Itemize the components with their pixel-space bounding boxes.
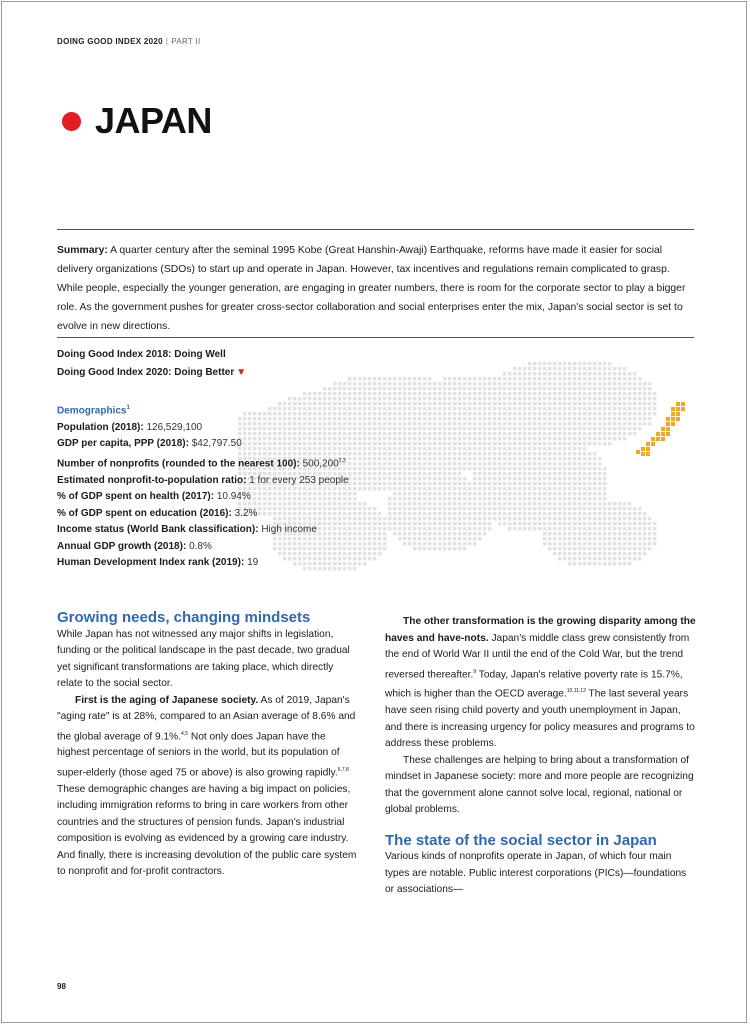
section-heading-state-of-sector: The state of the social sector in Japan: [385, 831, 657, 849]
right-paragraph-1: The other transformation is the growing disparity among the haves and have-nots. Japan's middle class grew consistently from the end of World War II until the end of the Cold War, but the trend reversed thereafter.$^9$ Today, Japan's relative poverty rate is 15.7%, which is higher than the OECD average.$^{10,11,12}$ The last several years have seen rising child poverty and youth unemployment in Japan, and there is increasing urgency for policy measures and programs to address these problems.: [385, 616, 696, 750]
header-separator: |: [165, 37, 169, 46]
country-title-row: [62, 100, 212, 142]
japan-flag-dot-icon: [62, 112, 81, 131]
demographic-row: % of GDP spent on health (2017): 10.94%: [57, 491, 251, 503]
demographics-heading: Demographics$^1$: [57, 405, 130, 417]
demographics-block: [57, 400, 349, 572]
demographic-row: Annual GDP growth (2018): 0.8%: [57, 540, 212, 552]
summary-text: A quarter century after the seminal 1995 Kobe (Great Hanshin-Awaji) Earthquake, reforms have made it easier for social delivery organizations (SDOs) to start up and operate in Japan. However, tax incentives and regulations remain complicated to grasp. While people, especially the younger generation, are engaging in greater numbers, there is room for the corporate sector to play a bigger role. As the government pushes for greater cross-sector collaboration and social enterprises enter the mix, Japan's social sector is set to evolve in new directions.: [57, 245, 686, 332]
dgi-2018: Doing Good Index 2018: Doing Well: [57, 349, 226, 360]
section-heading-growing-needs: Growing needs, changing mindsets: [57, 609, 311, 626]
right-column: [385, 614, 696, 899]
left-paragraph-1: While Japan has not witnessed any major shifts in legislation, funding or the political landscape in the past decade, two gradual yet significant transformations are taking place, which directly relate to the social sector.: [57, 628, 350, 689]
running-header: [57, 37, 201, 46]
demographic-row: Income status (World Bank classification): High income: [57, 524, 317, 536]
dgi-2020-row: [57, 364, 246, 382]
summary-top-rule: [57, 229, 694, 230]
page-number: 98: [57, 982, 66, 991]
demographic-row: Estimated nonprofit-to-population ratio: 1 for every 253 people: [57, 474, 349, 486]
left-column: [57, 610, 357, 881]
summary-bottom-rule: [57, 337, 694, 338]
header-part: PART II: [171, 37, 201, 46]
demographic-row: % of GDP spent on education (2016): 3.2%: [57, 507, 258, 519]
demographic-row: Human Development Index rank (2019): 19: [57, 557, 259, 569]
summary-label: Summary:: [57, 245, 108, 256]
doing-good-index-ratings: [57, 346, 246, 382]
demographic-row: GDP per capita, PPP (2018): $42,797.50: [57, 438, 242, 450]
left-paragraph-2: First is the aging of Japanese society. As of 2019, Japan's "aging rate" is at 28%, compared to an Asian average of 8.6% and the global average of 9.1%.$^{4,5}$ Not only does Japan have the highest percentage of seniors in the world, but its population of super-elderly (those aged 75 or above) is also growing rapidly.$^{6,7,8}$ These demographic changes are having a big impact on policies, including immigration reforms to bring in care workers from other countries and the structures of pension funds. Japan's industrial composition is evolving as evidenced by a growing care industry. And finally, there is increasing devolution of the public care system to nonprofit and for-profit contractors.: [57, 694, 357, 878]
dgi-2020: Doing Good Index 2020: Doing Better: [57, 367, 235, 378]
summary-block: [57, 241, 693, 336]
right-paragraph-3: Various kinds of nonprofits operate in Japan, of which four main types are notable. Public interest corporations (PICs)—foundations or associations—: [385, 851, 687, 896]
header-doc-title: DOING GOOD INDEX 2020: [57, 37, 163, 46]
right-paragraph-2: These challenges are helping to bring about a transformation of mindset in Japanese society: more and more people are recognizing that the government alone cannot solve local, regional, national or global problems.: [385, 754, 694, 816]
demographic-row: Number of nonprofits (rounded to the nearest 100): 500,200$^{2,3}$: [57, 457, 346, 470]
demographic-row: Population (2018): 126,529,100: [57, 421, 203, 433]
country-title: JAPAN: [95, 100, 212, 141]
down-triangle-icon: ▼: [236, 367, 247, 378]
